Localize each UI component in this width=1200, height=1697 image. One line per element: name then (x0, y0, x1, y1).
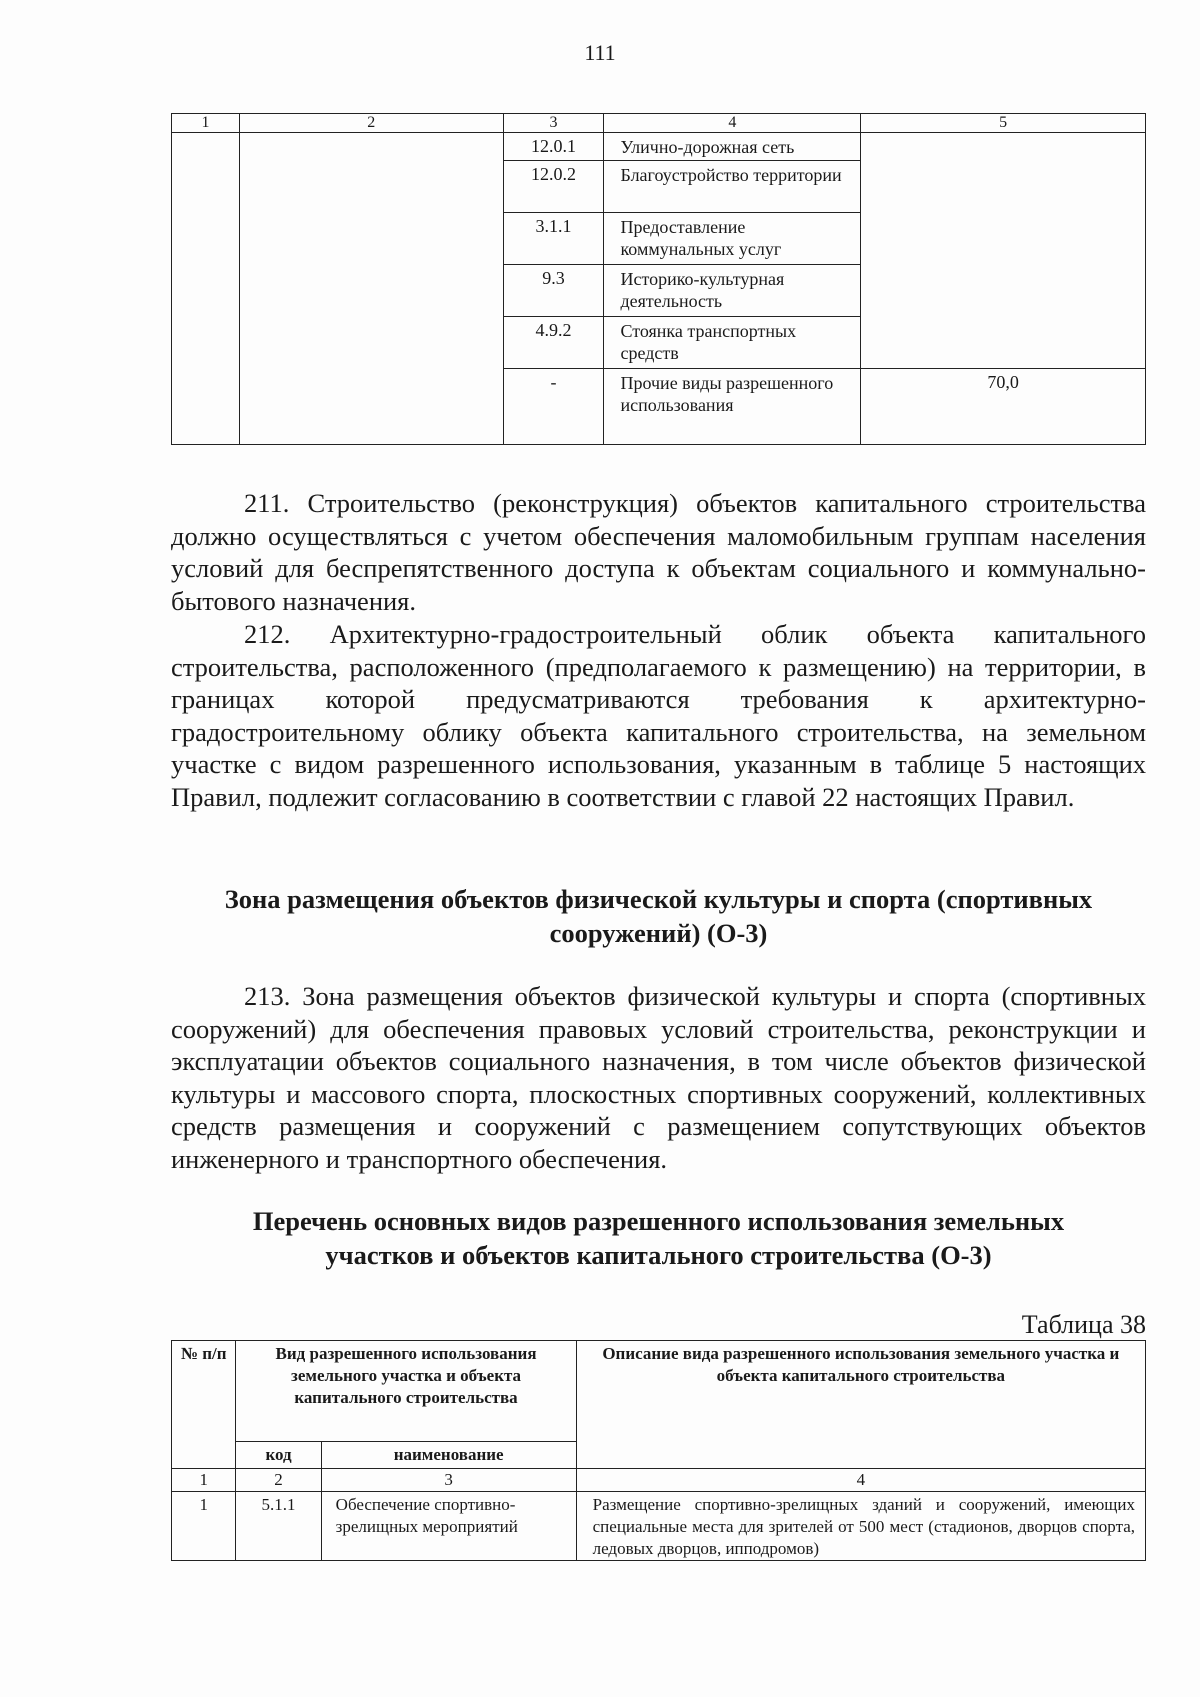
code-cell: 12.0.1 (503, 133, 604, 161)
code-cell: 9.3 (503, 265, 604, 317)
column-number: 5 (861, 114, 1146, 133)
page-number: 111 (584, 40, 616, 65)
column-number: 3 (503, 114, 604, 133)
name-cell: Историко-культурная деятельность (604, 265, 861, 317)
name-cell: Прочие виды разрешенного использования (604, 369, 861, 445)
name-cell: Предоставление коммунальных услуг (604, 213, 861, 265)
paragraph-text: Зона размещения объектов физической культуры и спорта (спортивных сооружений) для обеспечения правовых условий строительства, реконструкции и эксплуатации объектов социального назначения, в том числе объектов физической культуры и массового спорта, плоскостных спортивных сооружений, коллективных средств размещения и сооружений с размещением сопутствующих объектов инженерного и транспортного обеспечения. (171, 981, 1146, 1174)
column-number: 4 (576, 1469, 1145, 1492)
table-header-row (172, 1341, 1146, 1442)
empty-cell (172, 133, 240, 445)
code-cell: 5.1.1 (236, 1492, 321, 1561)
zone-heading: Зона размещения объектов физической культуры и спорта (спортивных сооружений) (О-3) (224, 884, 1093, 948)
list-heading: Перечень основных видов разрешенного использования земельных участков и объектов капитального строительства (О-3) (252, 1206, 1065, 1270)
table-header-row (172, 114, 1146, 133)
name-cell: Улично-дорожная сеть (604, 133, 861, 161)
paragraph-text: Строительство (реконструкция) объектов капитального строительства должно осуществляться с учетом обеспечения маломобильным группам населения условий для беспрепятственного доступа к объектам социального и коммунально-бытового назначения. (171, 488, 1147, 616)
description-cell: Размещение спортивно-зрелищных зданий и сооружений, имеющих специальные места для зрителей от 500 мест (стадионов, дворцов спорта, ледовых дворцов, ипподромов) (576, 1492, 1145, 1561)
paragraph-text: Архитектурно-градостроительный облик объекта капитального строительства, расположенного (предполагаемого к размещению) на территории, в границах которой предусматриваются требования к архитектурно-градостроительному облику объекта капитального строительства, на земельном участке с видом разрешенного использования, указанным в таблице 5 настоящих Правил, подлежит согласованию в соответствии с главой 22 настоящих Правил. (171, 619, 1146, 812)
header-num: № п/п (172, 1341, 236, 1469)
code-cell: 4.9.2 (503, 317, 604, 369)
header-name: наименование (321, 1442, 576, 1469)
code-cell: 12.0.2 (503, 161, 604, 213)
code-cell: - (503, 369, 604, 445)
column-number: 2 (236, 1469, 321, 1492)
column-number: 1 (172, 1469, 236, 1492)
paragraph-number: 213. (244, 981, 291, 1011)
header-code: код (236, 1442, 321, 1469)
name-cell: Обеспечение спортивно-зрелищных мероприятий (321, 1492, 576, 1561)
table-caption: Таблица 38 (1021, 1310, 1146, 1339)
empty-cell (239, 133, 503, 445)
name-cell: Стоянка транспортных средств (604, 317, 861, 369)
value-cell: 70,0 (861, 369, 1146, 445)
paragraph-number: 211. (244, 488, 290, 518)
header-kind: Вид разрешенного использования земельного участка и объекта капитального строительства (236, 1341, 576, 1442)
paragraph-213 (171, 980, 1146, 1175)
table-number-row (172, 1469, 1146, 1492)
column-number: 2 (239, 114, 503, 133)
table-38 (171, 1340, 1146, 1561)
name-cell: Благоустройство территории (604, 161, 861, 213)
paragraph-number: 212. (244, 619, 291, 649)
code-cell: 3.1.1 (503, 213, 604, 265)
row-number: 1 (172, 1492, 236, 1561)
paragraph-211 (171, 487, 1146, 617)
empty-cell (861, 133, 1146, 369)
paragraph-212 (171, 618, 1146, 813)
table-row (172, 133, 1146, 161)
column-number: 4 (604, 114, 861, 133)
column-number: 3 (321, 1469, 576, 1492)
table-row (172, 1492, 1146, 1561)
header-description: Описание вида разрешенного использования земельного участка и объекта капитального строительства (576, 1341, 1145, 1469)
column-number: 1 (172, 114, 240, 133)
continuation-table (171, 113, 1146, 445)
